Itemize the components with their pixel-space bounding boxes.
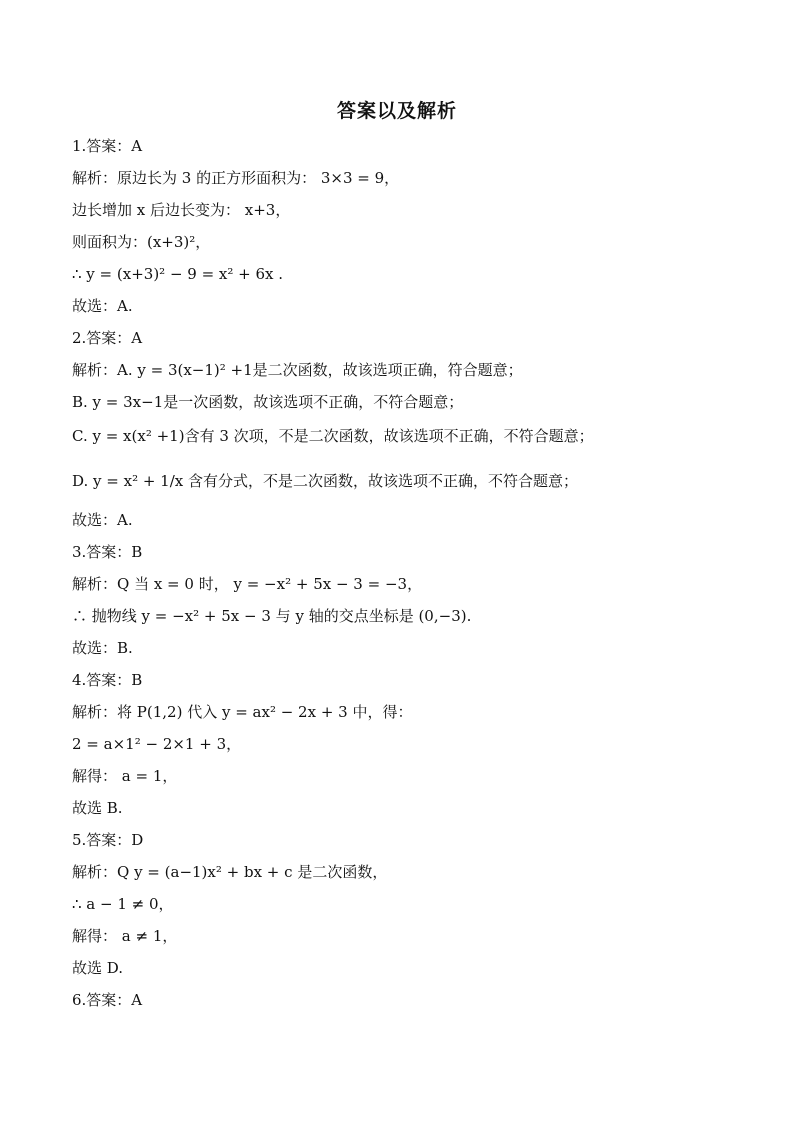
text-line: 故选 D. [72, 959, 124, 977]
text-line: ∴ 抛物线 y = −x² + 5x − 3 与 y 轴的交点坐标是 (0,−3). [72, 607, 472, 625]
text-line: 6.答案：A [72, 991, 143, 1009]
text-line: 4.答案：B [72, 671, 143, 689]
text-line: 故选 B. [72, 799, 123, 817]
text-line: 5.答案：D [72, 831, 144, 849]
text-line: D. y = x² + 1/x 含有分式，不是二次函数，故该选项不正确，不符合题意； [72, 472, 579, 490]
answer-content [72, 135, 752, 1021]
text-line: 解析：原边长为 3 的正方形面积为： 3×3 = 9， [72, 169, 400, 187]
text-line: C. y = x(x² +1)含有 3 次项，不是二次函数，故该选项不正确，不符合题意； [72, 427, 594, 445]
text-line: 解得： a = 1， [72, 767, 178, 785]
page-title: 答案以及解析 [336, 100, 457, 122]
text-line: 2 = a×1² − 2×1 + 3， [72, 735, 242, 753]
text-line: 1.答案：A [72, 137, 143, 155]
text-line: B. y = 3x−1是一次函数，故该选项不正确，不符合题意； [72, 393, 464, 411]
text-line: 解析：A. y = 3(x−1)² +1是二次函数，故该选项正确，符合题意； [72, 361, 523, 379]
text-line: 则面积为：(x+3)²， [72, 233, 211, 251]
text-line: ∴ y = (x+3)² − 9 = x² + 6x . [72, 265, 284, 283]
text-line: 故选：B. [72, 639, 133, 657]
text-line: 故选：A. [72, 297, 133, 315]
text-line: 故选：A. [72, 511, 133, 529]
text-line: 解析：Q y = (a−1)x² + bx + c 是二次函数， [72, 863, 388, 881]
text-line: 解得： a ≠ 1， [72, 927, 178, 945]
text-line: 解析：将 P(1,2) 代入 y = ax² − 2x + 3 中，得： [72, 703, 413, 721]
text-line: ∴ a − 1 ≠ 0， [72, 895, 174, 913]
text-line: 3.答案：B [72, 543, 143, 561]
text-line: 解析：Q 当 x = 0 时， y = −x² + 5x − 3 = −3， [72, 575, 423, 593]
text-line: 边长增加 x 后边长变为： x+3， [72, 201, 291, 219]
text-line: 2.答案：A [72, 329, 143, 347]
